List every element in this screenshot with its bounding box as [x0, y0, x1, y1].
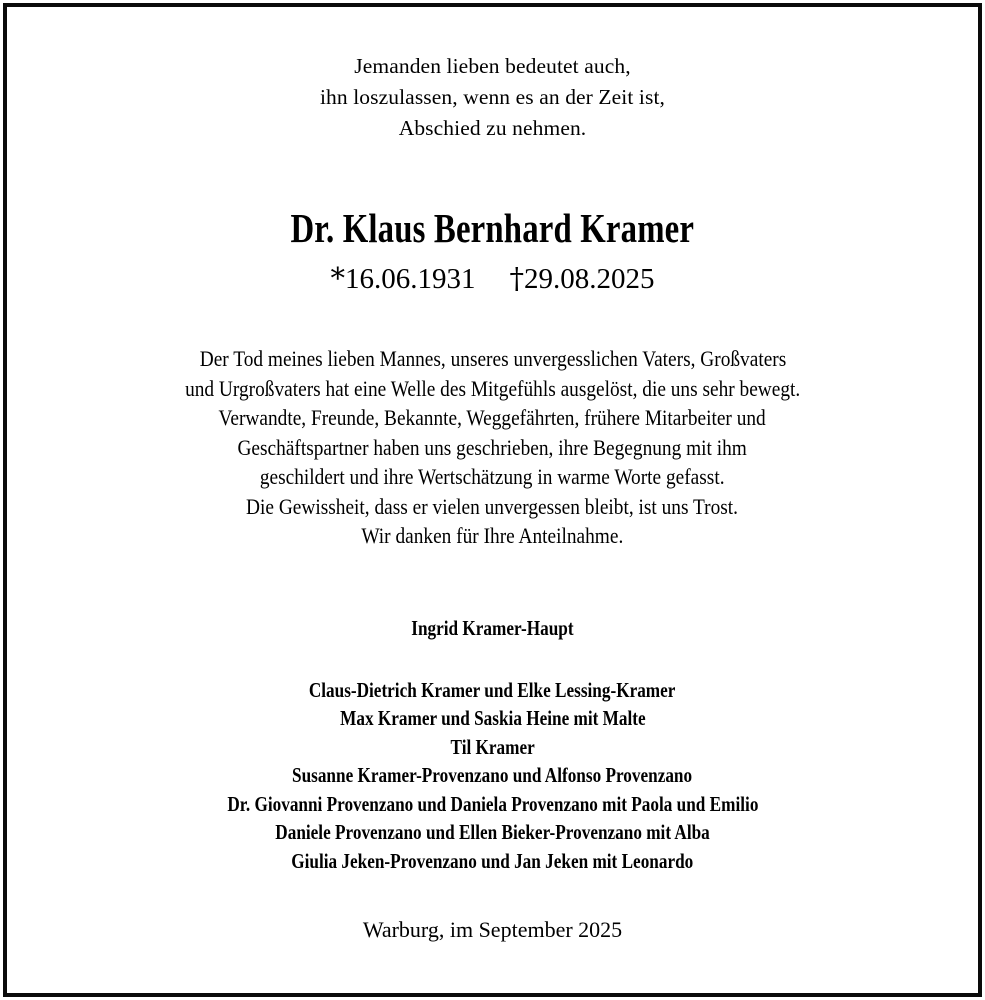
death-cross-icon: † — [509, 261, 524, 295]
family-line: Claus-Dietrich Kramer und Elke Lessing-Kramer — [309, 677, 676, 702]
family-line: Til Kramer — [450, 734, 535, 759]
birth-date-group — [331, 263, 476, 295]
death-date-group — [510, 263, 655, 295]
epigraph-line: ihn loszulassen, wenn es an der Zeit ist, — [319, 85, 666, 109]
place-and-date-text: Warburg, im September 2025 — [362, 916, 623, 942]
epigraph-line: Jemanden lieben bedeutet auch, — [354, 54, 631, 78]
epigraph — [7, 51, 978, 144]
message-body — [7, 344, 978, 551]
deceased-name — [7, 204, 978, 252]
family-list — [7, 676, 978, 876]
message-line: Wir danken für Ihre Anteilnahme. — [361, 523, 624, 548]
message-line: geschildert und ihre Wertschätzung in warme Worte gefasst. — [260, 464, 725, 489]
message-line: und Urgroßvaters hat eine Welle des Mitgefühls ausgelöst, die uns sehr bewegt. — [184, 375, 801, 401]
family-line: Giulia Jeken-Provenzano und Jan Jeken mit Leonardo — [291, 849, 694, 874]
message-line: Der Tod meines lieben Mannes, unseres unvergesslichen Vaters, Großvaters — [199, 346, 786, 371]
notice-border-frame — [3, 3, 982, 997]
message-line: Verwandte, Freunde, Bekannte, Weggefährten, frühere Mitarbeiter und — [218, 405, 767, 430]
family-line: Dr. Giovanni Provenzano und Daniela Provenzano mit Paola und Emilio — [226, 791, 759, 816]
birth-star-icon: * — [330, 261, 345, 295]
place-and-date — [7, 916, 978, 944]
family-line: Daniele Provenzano und Ellen Bieker-Provenzano mit Alba — [275, 820, 710, 845]
family-line: Susanne Kramer-Provenzano und Alfonso Provenzano — [292, 763, 693, 788]
widow-name-text: Ingrid Kramer-Haupt — [411, 615, 574, 640]
death-date: 29.08.2025 — [524, 263, 655, 295]
birth-date: 16.06.1931 — [345, 263, 476, 295]
family-line: Max Kramer und Saskia Heine mit Malte — [339, 706, 646, 731]
deceased-name-text: Dr. Klaus Bernhard Kramer — [290, 205, 695, 251]
life-dates — [7, 260, 978, 297]
epigraph-line: Abschied zu nehmen. — [398, 116, 587, 140]
widow-name — [7, 614, 978, 642]
message-line: Die Gewissheit, dass er vielen unvergessen bleibt, ist uns Trost. — [246, 493, 739, 519]
message-line: Geschäftspartner haben uns geschrieben, ihre Begegnung mit ihm — [237, 434, 748, 460]
